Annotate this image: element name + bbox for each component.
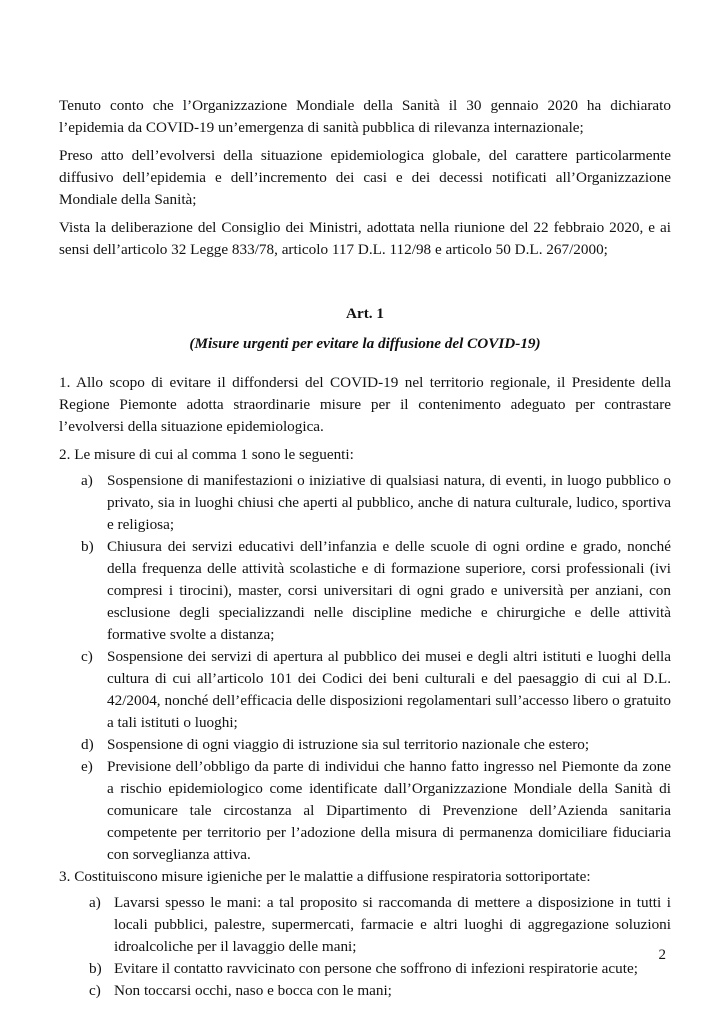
measure-item-a [81,470,671,536]
preamble-paragraph-3: Vista la deliberazione del Consiglio dei Ministri, adottata nella riunione del 22 febbraio 2020, e ai sensi dell’articolo 32 Legge 833/78, articolo 117 D.L. 112/98 e articolo 50 D.L. 267/2000; [59,219,671,258]
list-marker: d) [81,736,94,753]
article-heading: Art. 1 [346,305,384,322]
list-marker: e) [81,758,93,775]
hygiene-item-b [89,958,671,980]
list-marker: a) [81,472,93,489]
preamble-paragraph-2: Preso atto dell’evolversi della situazione epidemiologica globale, del carattere particolarmente diffusivo dell’epidemia e dell’incremento dei casi e dei decessi notificati all’Organizzazione Mondiale della Sanità; [59,147,671,208]
measure-item-d [81,734,671,756]
list-item-text: Sospensione dei servizi di apertura al pubblico dei musei e degli altri istituti e luoghi della cultura di cui all’articolo 101 dei Codici dei beni culturali e del paesaggio di cui al D.L. 42/2004, nonché dell’efficacia delle disposizioni regolamentari sull’accesso libero o gratuito a tali istituti o luoghi; [107,648,671,731]
list-item-text: Evitare il contatto ravvicinato con persone che soffrono di infezioni respiratorie acute; [114,960,638,977]
measure-item-e [81,756,671,866]
list-item-text: Non toccarsi occhi, naso e bocca con le mani; [114,982,392,999]
list-marker: c) [81,648,93,665]
list-marker: a) [89,894,101,911]
measure-item-b [81,536,671,646]
article-subtitle: (Misure urgenti per evitare la diffusione del COVID-19) [189,335,541,352]
list-item-text: Previsione dell’obbligo da parte di individui che hanno fatto ingresso nel Piemonte da zone a rischio epidemiologico come identificate dall’Organizzazione Mondiale della Sanità di comunicare tale circostanza al Dipartimento di Prevenzione dell’Azienda sanitaria competente per territorio per l’adozione della misura di permanenza domiciliare fiduciaria con sorveglianza attiva. [107,758,671,863]
article-paragraph-1: 1. Allo scopo di evitare il diffondersi del COVID-19 nel territorio regionale, il Presidente della Regione Piemonte adotta straordinarie misure per il contenimento adeguato per contrastare l’evolversi della situazione epidemiologica. [59,374,671,435]
measure-item-c [81,646,671,734]
measures-list [81,470,671,866]
list-marker: b) [89,960,102,977]
document-page [59,95,671,1002]
list-item-text: Lavarsi spesso le mani: a tal proposito si raccomanda di mettere a disposizione in tutti i locali pubblici, palestre, supermercati, farmacie e altri luoghi di aggregazione soluzioni idroalcoliche per il lavaggio delle mani; [114,894,671,955]
article-paragraph-2: 2. Le misure di cui al comma 1 sono le seguenti: [59,446,354,463]
hygiene-list [89,892,671,1002]
preamble-paragraph-1: Tenuto conto che l’Organizzazione Mondiale della Sanità il 30 gennaio 2020 ha dichiarato l’epidemia da COVID-19 un’emergenza di sanità pubblica di rilevanza internazionale; [59,97,671,136]
article-paragraph-3: 3. Costituiscono misure igieniche per le malattie a diffusione respiratoria sottoriportate: [59,868,591,885]
list-item-text: Sospensione di ogni viaggio di istruzione sia sul territorio nazionale che estero; [107,736,590,753]
list-item-text: Chiusura dei servizi educativi dell’infanzia e delle scuole di ogni ordine e grado, nonché della frequenza delle attività scolastiche e di formazione superiore, corsi professionali (ivi compresi i tirocini), master, corsi universitari di ogni grado e università per anziani, con esclusione degli specializzandi nelle discipline mediche e chirurgiche e delle attività formative svolte a distanza; [107,538,671,643]
hygiene-item-a [89,892,671,958]
list-marker: c) [89,982,101,999]
list-item-text: Sospensione di manifestazioni o iniziative di qualsiasi natura, di eventi, in luogo pubblico o privato, sia in luoghi chiusi che aperti al pubblico, anche di natura culturale, ludico, sportiva e religiosa; [107,472,671,533]
hygiene-item-c [89,980,671,1002]
page-number: 2 [658,947,666,963]
list-marker: b) [81,538,94,555]
